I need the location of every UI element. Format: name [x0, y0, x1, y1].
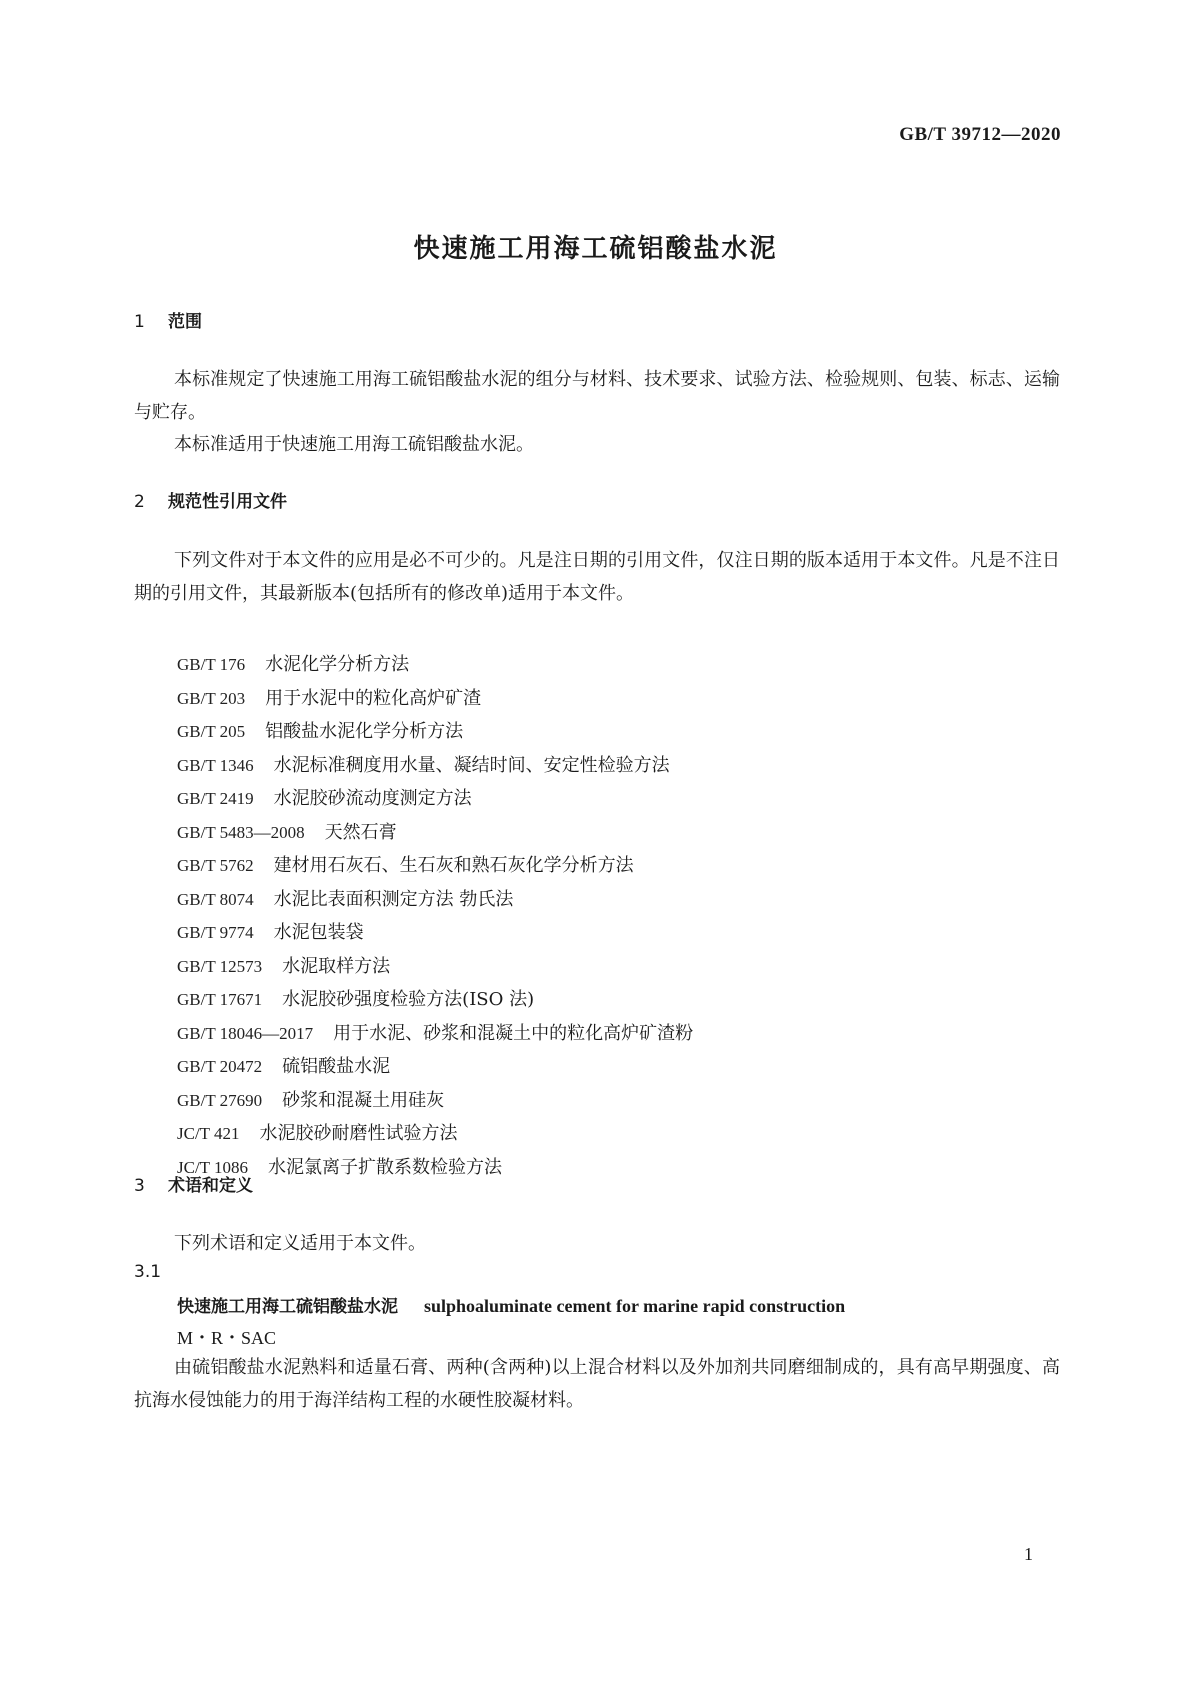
reference-code: GB/T 18046—2017 [177, 1023, 314, 1043]
section-3-heading [134, 1171, 253, 1196]
reference-title: 砂浆和混凝土用硅灰 [282, 1089, 445, 1111]
section-number: 1 [134, 312, 145, 332]
section-1-heading [134, 307, 202, 332]
reference-code: GB/T 8074 [177, 889, 254, 909]
reference-title: 水泥氯离子扩散系数检验方法 [268, 1156, 503, 1178]
reference-item [177, 782, 693, 816]
reference-item [177, 648, 693, 682]
page-number: 1 [1024, 1544, 1033, 1564]
reference-item [177, 1017, 693, 1051]
reference-code: JC/T 1086 [177, 1157, 249, 1177]
reference-code: GB/T 205 [177, 722, 246, 741]
term-chinese: 快速施工用海工硫铝酸盐水泥 [177, 1297, 398, 1317]
reference-item [177, 1050, 693, 1084]
term-heading [177, 1292, 845, 1317]
term-abbreviation: M・R・SAC [177, 1328, 277, 1348]
reference-item [177, 816, 693, 850]
term-definition: 由硫铝酸盐水泥熟料和适量石膏、两种(含两种)以上混合材料以及外加剂共同磨细制成的，具有高早期强度、高抗海水侵蚀能力的用于海洋结构工程的水硬性胶凝材料。 [134, 1357, 1060, 1411]
reference-item [177, 1117, 693, 1151]
section-number: 2 [134, 492, 145, 512]
terms-intro-paragraph: 下列术语和定义适用于本文件。 [174, 1233, 426, 1254]
scope-applicability-paragraph: 本标准适用于快速施工用海工硫铝酸盐水泥。 [174, 434, 534, 455]
reference-title: 铝酸盐水泥化学分析方法 [265, 721, 464, 742]
reference-item [177, 1151, 693, 1185]
reference-code: GB/T 27690 [177, 1090, 263, 1110]
reference-item [177, 1084, 693, 1118]
standard-code: GB/T 39712—2020 [899, 124, 1061, 145]
section-title: 术语和定义 [168, 1176, 253, 1196]
reference-title: 用于水泥中的粒化高炉矿渣 [265, 687, 482, 709]
reference-item [177, 749, 693, 783]
reference-title: 建材用石灰石、生石灰和熟石灰化学分析方法 [273, 855, 634, 876]
reference-code: GB/T 5762 [177, 856, 254, 875]
reference-title: 水泥比表面积测定方法 勃氏法 [273, 888, 514, 910]
reference-code: GB/T 20472 [177, 1057, 263, 1076]
reference-title: 硫铝酸盐水泥 [282, 1056, 391, 1077]
section-number: 3 [134, 1176, 145, 1196]
reference-item [177, 682, 693, 716]
document-title: 快速施工用海工硫铝酸盐水泥 [413, 234, 778, 264]
scope-paragraph: 本标准规定了快速施工用海工硫铝酸盐水泥的组分与材料、技术要求、试验方法、检验规则、包装、标志、运输与贮存。 [134, 369, 1060, 423]
reference-item [177, 916, 693, 950]
reference-title: 水泥包装袋 [273, 922, 364, 943]
reference-code: GB/T 12573 [177, 956, 263, 976]
reference-code: GB/T 2419 [177, 789, 254, 808]
reference-code: GB/T 176 [177, 655, 246, 674]
reference-title: 天然石膏 [324, 821, 397, 843]
section-2-heading [134, 487, 287, 512]
reference-title: 水泥标准稠度用水量、凝结时间、安定性检验方法 [273, 754, 670, 776]
reference-code: GB/T 17671 [177, 990, 263, 1009]
references-intro-paragraph: 下列文件对于本文件的应用是必不可少的。凡是注日期的引用文件，仅注日期的版本适用于本文件。凡是不注日期的引用文件，其最新版本(包括所有的修改单)适用于本文件。 [134, 550, 1060, 604]
reference-code: GB/T 1346 [177, 755, 254, 775]
reference-item [177, 983, 693, 1017]
term-number: 3.1 [134, 1262, 162, 1282]
reference-code: GB/T 5483—2008 [177, 822, 305, 842]
reference-item [177, 849, 693, 883]
reference-code: GB/T 203 [177, 688, 246, 708]
reference-title: 水泥化学分析方法 [265, 654, 410, 675]
term-english: sulphoaluminate cement for marine rapid construction [424, 1296, 846, 1316]
reference-title: 水泥胶砂耐磨性试验方法 [259, 1123, 458, 1144]
section-title: 范围 [168, 312, 202, 332]
reference-title: 水泥胶砂流动度测定方法 [273, 788, 472, 809]
reference-title: 用于水泥、砂浆和混凝土中的粒化高炉矿渣粉 [333, 1022, 694, 1044]
normative-reference-list [177, 648, 693, 1184]
reference-item [177, 715, 693, 749]
reference-item [177, 950, 693, 984]
reference-code: JC/T 421 [177, 1124, 240, 1143]
reference-item [177, 883, 693, 917]
section-title: 规范性引用文件 [168, 492, 287, 512]
reference-title: 水泥胶砂强度检验方法(ISO 法) [282, 989, 535, 1010]
reference-code: GB/T 9774 [177, 923, 254, 942]
reference-title: 水泥取样方法 [282, 955, 391, 977]
